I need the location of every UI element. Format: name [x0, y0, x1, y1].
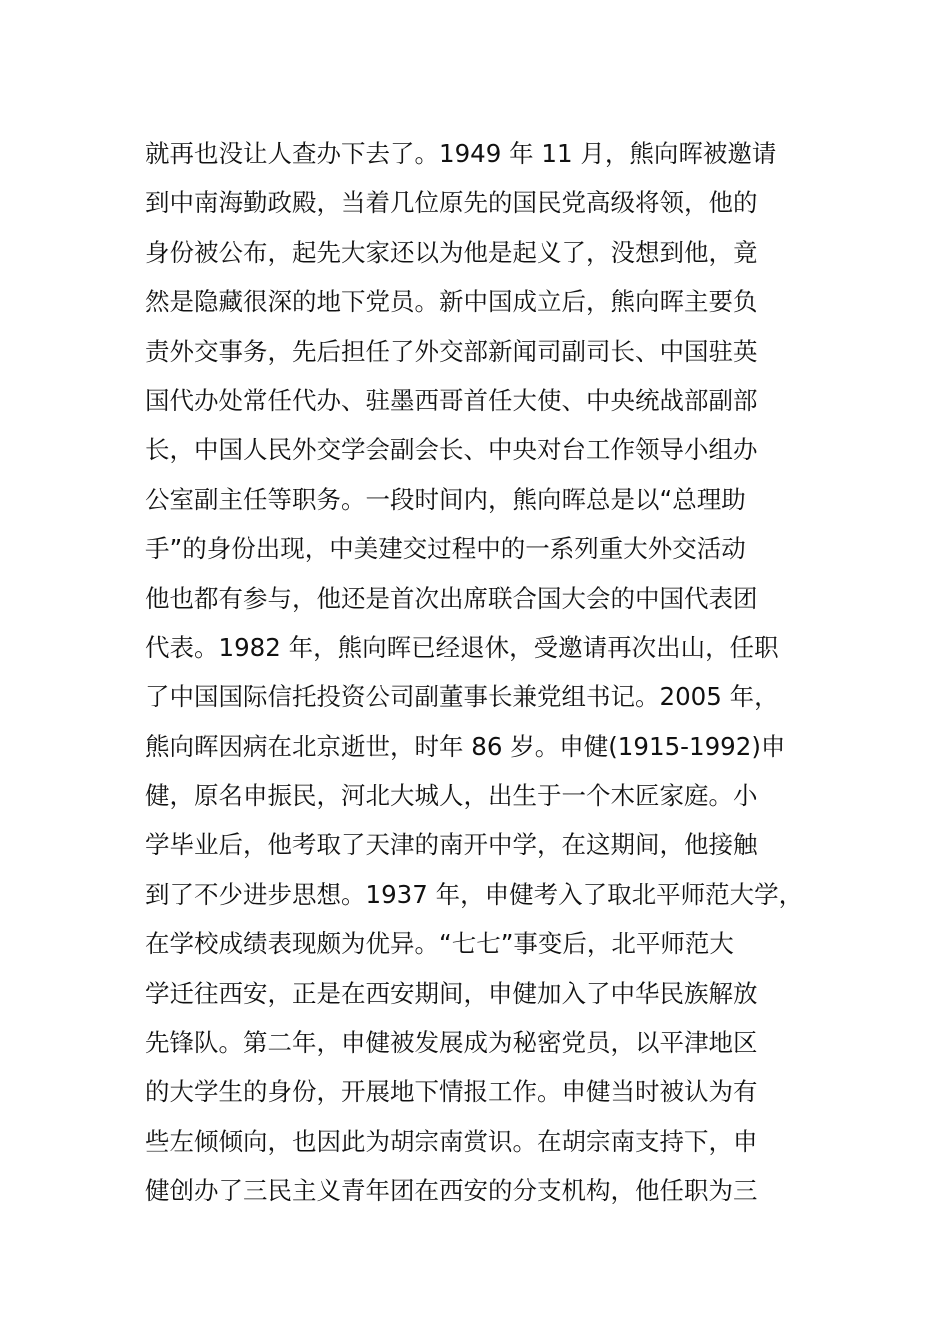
- text-line: 长，中国人民外交学会副会长、中央对台工作领导小组办: [145, 435, 758, 465]
- text-line: 些左倾倾向，也因此为胡宗南赏识。在胡宗南支持下，申: [145, 1126, 758, 1156]
- text-line: 就再也没让人查办下去了。1949 年 11 月，熊向晖被邀请: [145, 139, 777, 168]
- text-line: 他也都有参与，他还是首次出席联合国大会的中国代表团: [145, 583, 758, 613]
- text-line: 国代办处常任代办、驻墨西哥首任大使、中央统战部副部: [145, 385, 758, 415]
- text-line: 在学校成绩表现颇为优异。“七七”事变后，北平师范大: [145, 929, 734, 959]
- text-line: 了中国国际信托投资公司副董事长兼党组书记。2005 年，: [145, 682, 779, 712]
- text-line: 学毕业后，他考取了天津的南开中学，在这期间，他接触: [145, 830, 758, 860]
- text-line: 先锋队。第二年，申健被发展成为秘密党员，以平津地区: [145, 1028, 758, 1058]
- text-line: 然是隐藏很深的地下党员。新中国成立后，熊向晖主要负: [145, 287, 758, 317]
- text-line: 公室副主任等职务。一段时间内，熊向晖总是以“总理助: [145, 484, 746, 514]
- text-line: 身份被公布，起先大家还以为他是起义了，没想到他，竟: [145, 237, 758, 267]
- text-line: 到了不少进步思想。1937 年，申健考入了取北平师范大学，: [145, 879, 804, 909]
- body-text: [145, 129, 825, 1216]
- text-line: 健，原名申振民，河北大城人，出生于一个木匠家庭。小: [145, 781, 758, 811]
- text-line: 的大学生的身份，开展地下情报工作。申健当时被认为有: [145, 1077, 758, 1107]
- text-line: 代表。1982 年，熊向晖已经退休，受邀请再次出山，任职: [145, 632, 779, 662]
- text-line: 责外交事务，先后担任了外交部新闻司副司长、中国驻英: [145, 336, 758, 366]
- text-line: 熊向晖因病在北京逝世，时年 86 岁。申健(1915-1992)申: [145, 731, 786, 761]
- text-line: 学迁往西安，正是在西安期间，申健加入了中华民族解放: [145, 978, 758, 1008]
- text-line: 手”的身份出现，中美建交过程中的一系列重大外交活动: [145, 534, 746, 564]
- text-line: 到中南海勤政殿，当着几位原先的国民党高级将领，他的: [145, 188, 758, 218]
- text-line: 健创办了三民主义青年团在西安的分支机构，他任职为三: [145, 1176, 758, 1206]
